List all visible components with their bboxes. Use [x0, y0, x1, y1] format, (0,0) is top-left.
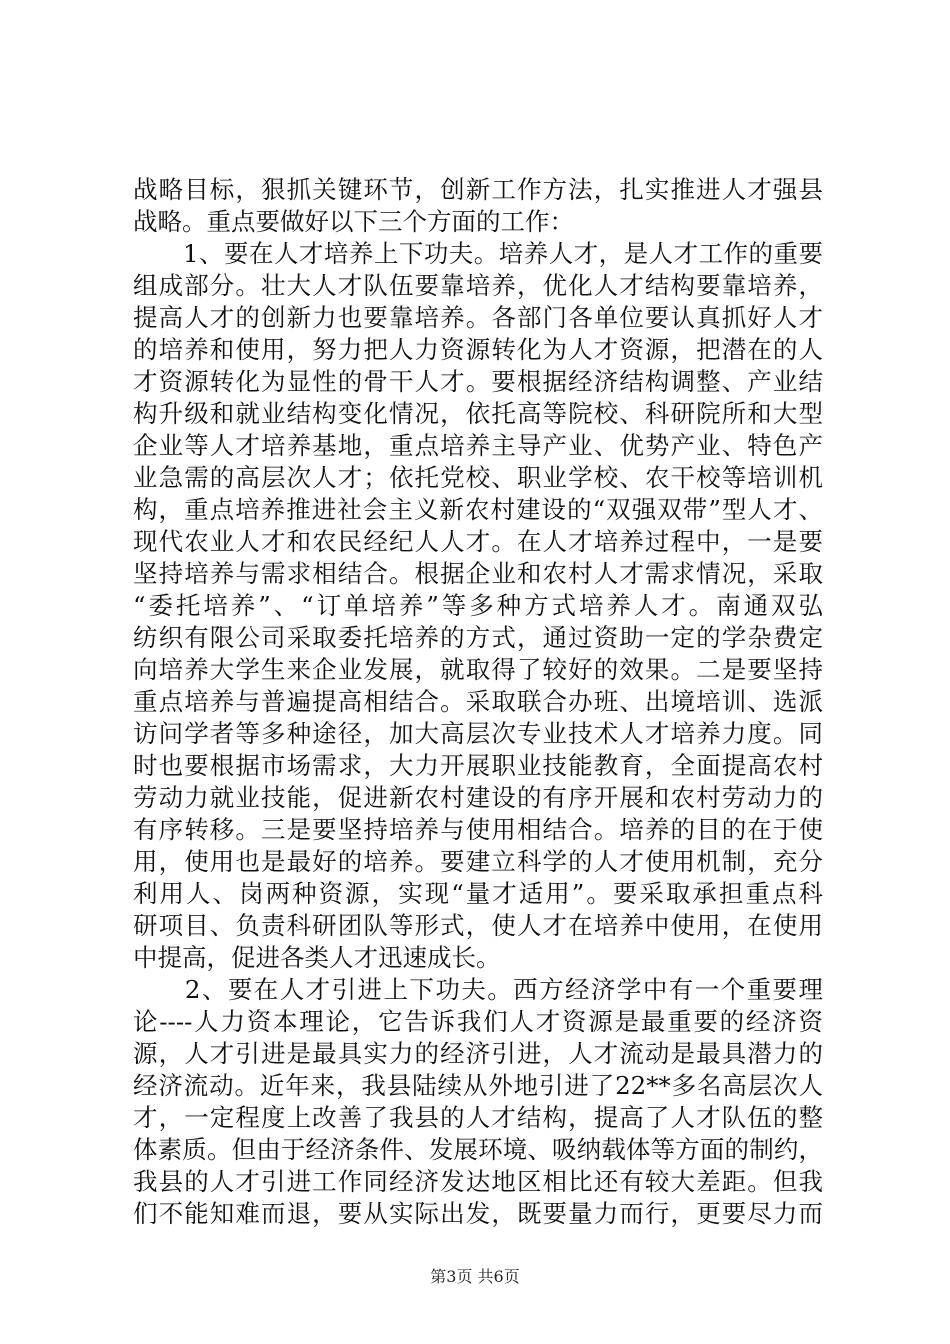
text-line: 坚持培养与需求相结合。根据企业和农村人才需求情况，采取	[133, 559, 823, 588]
text-line: 战略。重点要做好以下三个方面的工作：	[133, 207, 574, 236]
text-line: “委托培养”、“订单培养”等多种方式培养人才。南通双弘	[133, 591, 823, 620]
text-line: 向培养大学生来企业发展，就取得了较好的效果。二是要坚持	[133, 655, 823, 684]
text-line: 构，重点培养推进社会主义新农村建设的“双强双带”型人才、	[133, 495, 823, 524]
text-line: 的培养和使用，努力把人力资源转化为人才资源，把潜在的人	[133, 335, 823, 364]
text-line: 战略目标，狠抓关键环节，创新工作方法，扎实推进人才强县	[133, 175, 823, 204]
text-line: 有序转移。三是要坚持培养与使用相结合。培养的目的在于使	[133, 815, 823, 844]
text-line: 论----人力资本理论，它告诉我们人才资源是最重要的经济资	[133, 1007, 823, 1036]
text-line: 经济流动。近年来，我县陆续从外地引进了22**多名高层次人	[133, 1071, 823, 1100]
text-line: 才，一定程度上改善了我县的人才结构，提高了人才队伍的整	[133, 1103, 823, 1132]
text-line: 才资源转化为显性的骨干人才。要根据经济结构调整、产业结	[133, 367, 823, 396]
text-line: 2、要在人才引进上下功夫。西方经济学中有一个重要理	[133, 975, 823, 1004]
text-line: 我县的人才引进工作同经济发达地区相比还有较大差距。但我	[133, 1167, 823, 1196]
text-line: 利用人、岗两种资源，实现“量才适用”。要采取承担重点科	[133, 879, 823, 908]
text-line: 重点培养与普遍提高相结合。采取联合办班、出境培训、选派	[133, 687, 823, 716]
text-line: 们不能知难而退，要从实际出发，既要量力而行，更要尽力而	[133, 1199, 823, 1228]
text-line: 企业等人才培养基地，重点培养主导产业、优势产业、特色产	[133, 431, 823, 460]
text-line: 源，人才引进是最具实力的经济引进，人才流动是最具潜力的	[133, 1039, 823, 1068]
text-line: 时也要根据市场需求，大力开展职业技能教育，全面提高农村	[133, 751, 823, 780]
text-line: 提高人才的创新力也要靠培养。各部门各单位要认真抓好人才	[133, 303, 823, 332]
text-line: 中提高，促进各类人才迅速成长。	[133, 943, 501, 972]
text-line: 研项目、负责科研团队等形式，使人才在培养中使用，在使用	[133, 911, 823, 940]
text-line: 纺织有限公司采取委托培养的方式，通过资助一定的学杂费定	[133, 623, 823, 652]
text-line: 1、要在人才培养上下功夫。培养人才，是人才工作的重要	[133, 239, 823, 268]
text-line: 构升级和就业结构变化情况，依托高等院校、科研院所和大型	[133, 399, 823, 428]
body-text	[133, 174, 823, 1230]
text-line: 用，使用也是最好的培养。要建立科学的人才使用机制，充分	[133, 847, 823, 876]
text-line: 业急需的高层次人才；依托党校、职业学校、农干校等培训机	[133, 463, 823, 492]
text-line: 现代农业人才和农民经纪人人才。在人才培养过程中，一是要	[133, 527, 823, 556]
text-line: 访问学者等多种途径，加大高层次专业技术人才培养力度。同	[133, 719, 823, 748]
text-line: 体素质。但由于经济条件、发展环境、吸纳载体等方面的制约，	[133, 1135, 823, 1164]
text-line: 组成部分。壮大人才队伍要靠培养，优化人才结构要靠培养，	[133, 271, 823, 300]
text-line: 劳动力就业技能，促进新农村建设的有序开展和农村劳动力的	[133, 783, 823, 812]
page-number-footer: 第3页 共6页	[430, 1267, 520, 1286]
